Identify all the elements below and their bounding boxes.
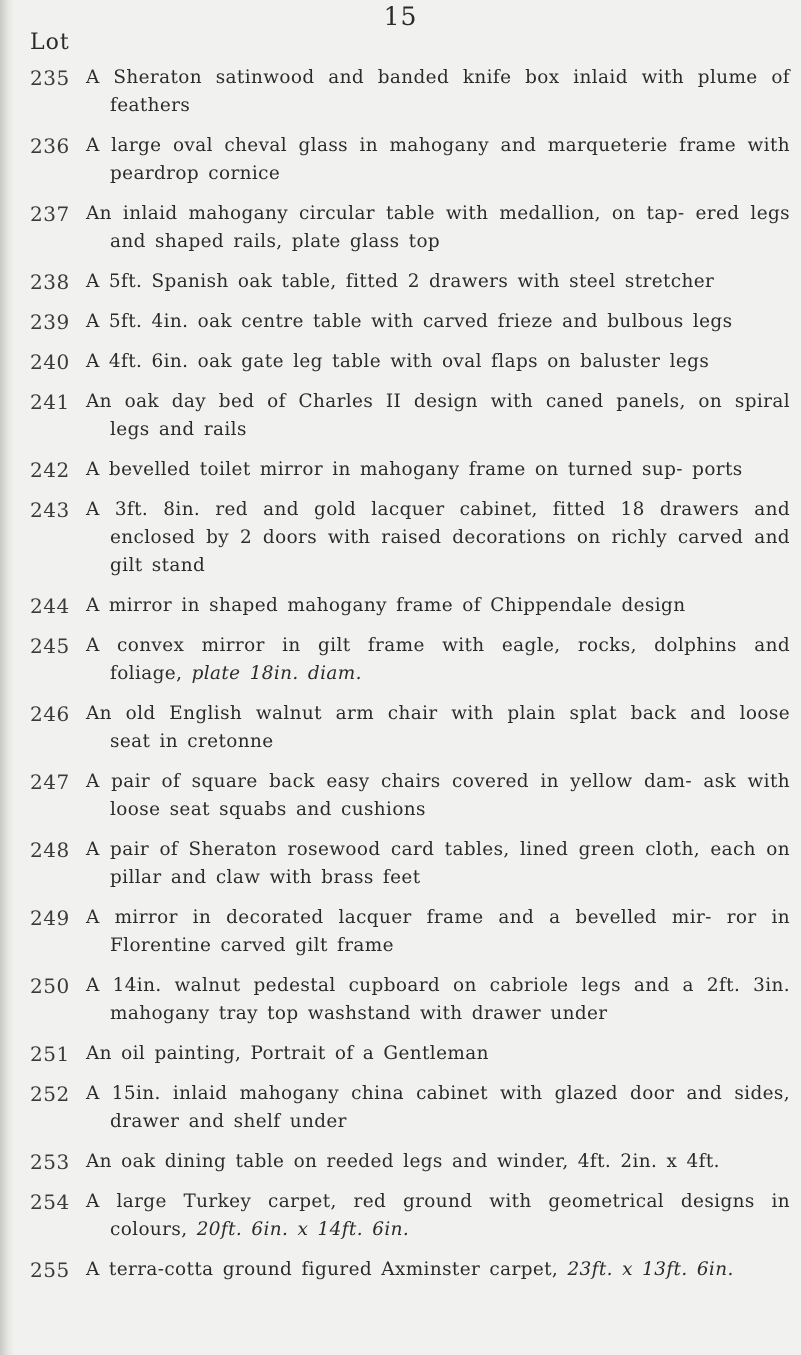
lot-entry — [30, 496, 790, 580]
lot-entry — [30, 456, 790, 484]
lot-description-text: An oak day bed of Charles II design with caned panels, on spiral legs and rails — [86, 391, 790, 440]
lot-number: 235 — [30, 66, 70, 90]
lot-entry — [30, 1256, 790, 1284]
lot-description — [86, 632, 790, 688]
lot-entry — [30, 632, 790, 688]
lot-entry — [30, 904, 790, 960]
lot-number: 249 — [30, 906, 70, 930]
lot-description — [86, 972, 790, 1028]
lot-description-text: A large Turkey carpet, red ground with geometrical designs in colours, — [86, 1191, 790, 1240]
lot-list — [30, 64, 790, 1296]
lot-description — [86, 1040, 790, 1068]
lot-description-text: An oil painting, Portrait of a Gentleman — [86, 1043, 489, 1064]
lot-description — [86, 1080, 790, 1136]
lot-dimensions: 20ft. 6in. x 14ft. 6in. — [196, 1219, 410, 1240]
lot-entry — [30, 200, 790, 256]
lot-description — [86, 1148, 790, 1176]
lot-description — [86, 1256, 790, 1284]
lot-number: 250 — [30, 974, 70, 998]
lot-number: 255 — [30, 1258, 70, 1282]
lot-entry — [30, 132, 790, 188]
lot-entry — [30, 1040, 790, 1068]
lot-description-text: An inlaid mahogany circular table with medallion, on tap- ered legs and shaped rails, plate glass top — [86, 203, 790, 252]
lot-number: 252 — [30, 1082, 70, 1106]
lot-description-text: A 5ft. 4in. oak centre table with carved frieze and bulbous legs — [86, 311, 733, 332]
lot-number: 247 — [30, 770, 70, 794]
lot-number: 240 — [30, 350, 70, 374]
lot-description-text: A 4ft. 6in. oak gate leg table with oval flaps on baluster legs — [86, 351, 710, 372]
lot-description-text: A large oval cheval glass in mahogany and marqueterie frame with peardrop cornice — [86, 135, 790, 184]
lot-number: 244 — [30, 594, 70, 618]
lot-entry — [30, 64, 790, 120]
lot-entry — [30, 700, 790, 756]
lot-description — [86, 496, 790, 580]
lot-entry — [30, 1188, 790, 1244]
lot-number: 236 — [30, 134, 70, 158]
lot-entry — [30, 348, 790, 376]
lot-description — [86, 388, 790, 444]
lot-description — [86, 768, 790, 824]
lot-number: 245 — [30, 634, 70, 658]
lot-entry — [30, 768, 790, 824]
lot-description — [86, 132, 790, 188]
lot-number: 239 — [30, 310, 70, 334]
lot-description — [86, 308, 790, 336]
lot-entry — [30, 1148, 790, 1176]
lot-description — [86, 1188, 790, 1244]
lot-entry — [30, 1080, 790, 1136]
lot-entry — [30, 972, 790, 1028]
lot-number: 243 — [30, 498, 70, 522]
lot-number: 251 — [30, 1042, 70, 1066]
lot-description-text: A Sheraton satinwood and banded knife box inlaid with plume of feathers — [86, 67, 790, 116]
lot-number: 238 — [30, 270, 70, 294]
lot-description — [86, 836, 790, 892]
lot-description-text: A 14in. walnut pedestal cupboard on cabriole legs and a 2ft. 3in. mahogany tray top washstand with drawer under — [86, 975, 790, 1024]
lot-description-text: A 5ft. Spanish oak table, fitted 2 drawers with steel stretcher — [86, 271, 715, 292]
lot-description — [86, 348, 790, 376]
lot-number: 253 — [30, 1150, 70, 1174]
lot-number: 237 — [30, 202, 70, 226]
page-binding-edge — [0, 0, 14, 1355]
lot-column-heading: Lot — [30, 30, 70, 55]
lot-description-text: A mirror in shaped mahogany frame of Chippendale design — [86, 595, 686, 616]
lot-description-text: A 15in. inlaid mahogany china cabinet with glazed door and sides, drawer and shelf under — [86, 1083, 790, 1132]
lot-description-text: A pair of square back easy chairs covered in yellow dam- ask with loose seat squabs and cushions — [86, 771, 790, 820]
lot-description-text: An old English walnut arm chair with plain splat back and loose seat in cretonne — [86, 703, 790, 752]
lot-dimensions: 23ft. x 13ft. 6in. — [567, 1259, 734, 1280]
lot-number: 254 — [30, 1190, 70, 1214]
lot-description-text: A mirror in decorated lacquer frame and a bevelled mir- ror in Florentine carved gilt frame — [86, 907, 790, 956]
lot-description-text: A bevelled toilet mirror in mahogany frame on turned sup- ports — [86, 459, 743, 480]
lot-description-text: An oak dining table on reeded legs and winder, 4ft. 2in. x 4ft. — [86, 1151, 720, 1172]
lot-description — [86, 268, 790, 296]
lot-number: 242 — [30, 458, 70, 482]
lot-description-text: A 3ft. 8in. red and gold lacquer cabinet, fitted 18 drawers and enclosed by 2 doors with raised decorations on richly carved and gilt stand — [86, 499, 790, 576]
lot-number: 246 — [30, 702, 70, 726]
lot-description-text: A pair of Sheraton rosewood card tables, lined green cloth, each on pillar and claw with brass feet — [86, 839, 790, 888]
lot-number: 248 — [30, 838, 70, 862]
lot-entry — [30, 308, 790, 336]
lot-entry — [30, 388, 790, 444]
lot-description-text: A convex mirror in gilt frame with eagle, rocks, dolphins and foliage, — [86, 635, 790, 684]
lot-entry — [30, 592, 790, 620]
lot-description — [86, 64, 790, 120]
lot-number: 241 — [30, 390, 70, 414]
lot-entry — [30, 836, 790, 892]
lot-description — [86, 700, 790, 756]
lot-description — [86, 904, 790, 960]
lot-description — [86, 456, 790, 484]
lot-description — [86, 592, 790, 620]
lot-dimensions: plate 18in. diam. — [191, 663, 362, 684]
lot-entry — [30, 268, 790, 296]
lot-description-text: A terra-cotta ground figured Axminster carpet, — [86, 1259, 559, 1280]
lot-description — [86, 200, 790, 256]
page-number: 15 — [383, 2, 418, 31]
